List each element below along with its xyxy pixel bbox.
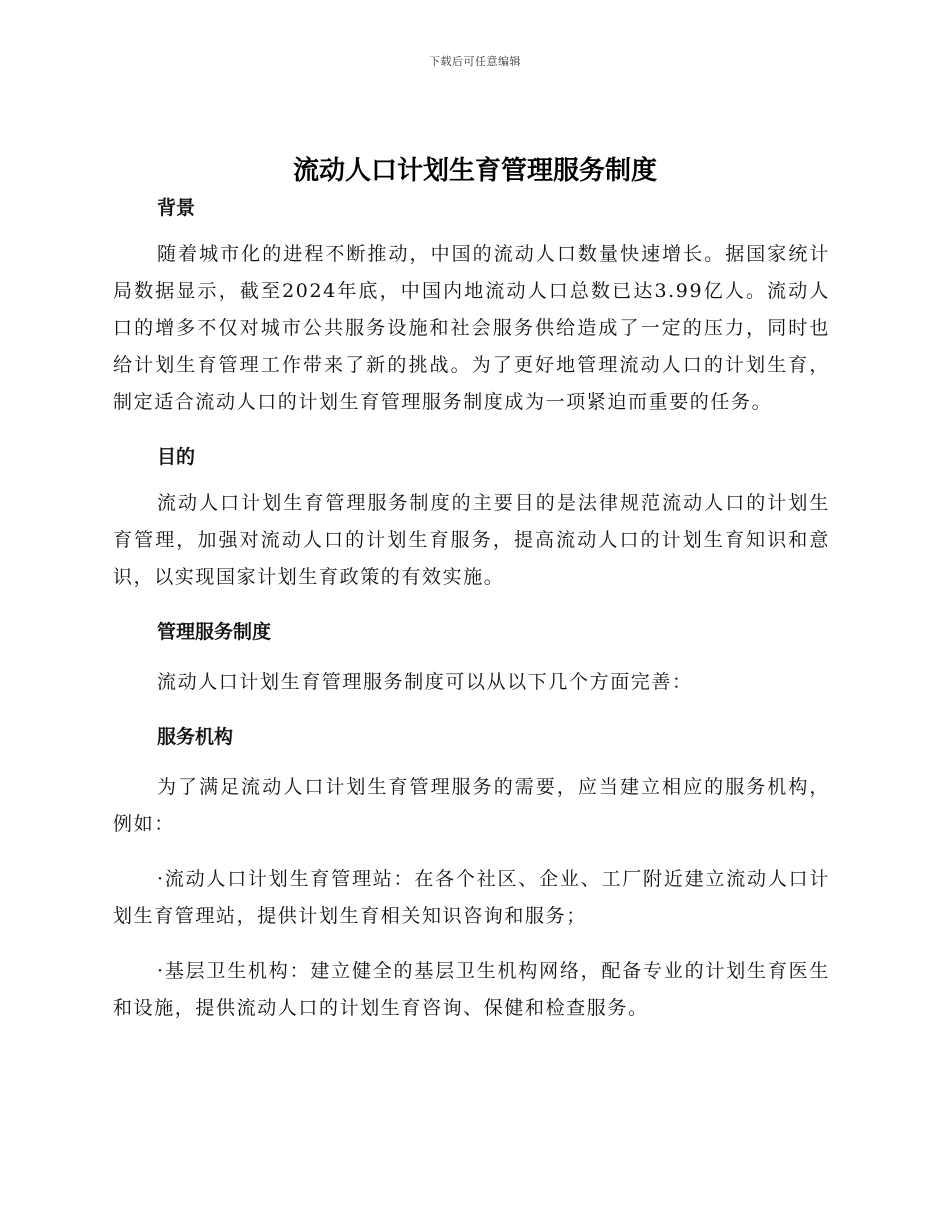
paragraph-institutions: 为了满足流动人口计划生育管理服务的需要，应当建立相应的服务机构，例如： (113, 776, 830, 835)
paragraph-system: 流动人口计划生育管理服务制度可以从以下几个方面完善： (157, 671, 693, 693)
section-heading-institutions: 服务机构 (157, 726, 234, 748)
list-item: ·流动人口计划生育管理站：在各个社区、企业、工厂附近建立流动人口计划生育管理站，提供计划生育相关知识咨询和服务； (113, 868, 830, 927)
page-header-note: 下载后可任意编辑 (429, 55, 521, 68)
paragraph-purpose: 流动人口计划生育管理服务制度的主要目的是法律规范流动人口的计划生育管理，加强对流动人口的计划生育服务，提高流动人口的计划生育知识和意识，以实现国家计划生育政策的有效实施。 (113, 492, 830, 588)
document-title: 流动人口计划生育管理服务制度 (292, 156, 657, 186)
list-item: ·基层卫生机构：建立健全的基层卫生机构网络，配备专业的计划生育医生和设施，提供流动人口的计划生育咨询、保健和检查服务。 (113, 960, 830, 1019)
document-body (113, 190, 830, 1027)
section-heading-system: 管理服务制度 (157, 621, 272, 643)
section-heading-background: 背景 (157, 197, 196, 219)
section-heading-purpose: 目的 (157, 446, 196, 468)
paragraph-background: 随着城市化的进程不断推动，中国的流动人口数量快速增长。据国家统计局数据显示，截至2024年底，中国内地流动人口总数已达3.99亿人。流动人口的增多不仅对城市公共服务设施和社会服务供给造成了一定的压力，同时也给计划生育管理工作带来了新的挑战。为了更好地管理流动人口的计划生育，制定适合流动人口的计划生育管理服务制度成为一项紧迫而重要的任务。 (113, 243, 830, 413)
